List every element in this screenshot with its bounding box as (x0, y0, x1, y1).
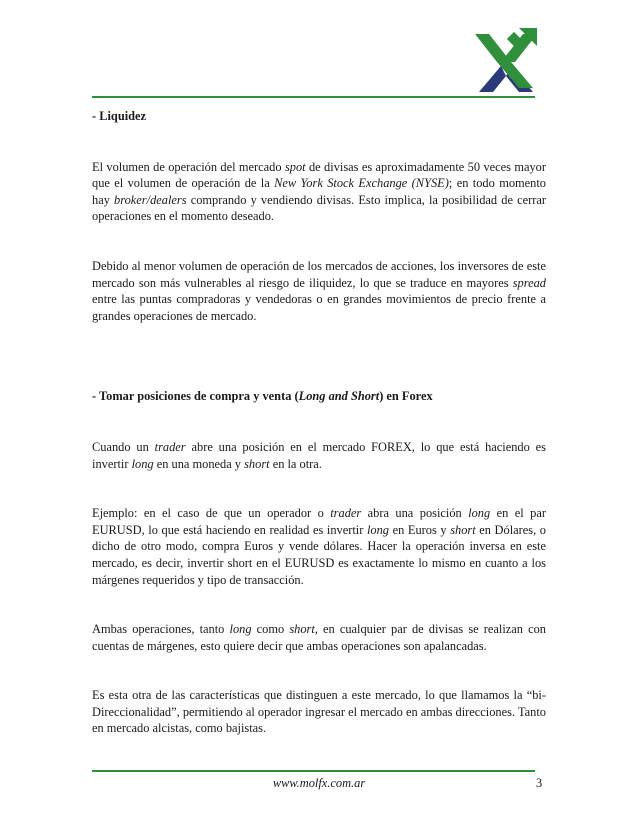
footer-rule (92, 770, 535, 772)
text-run: entre las puntas compradoras y vendedoras o en grandes movimientos de precio frente a grandes operaciones de mercado. (92, 292, 546, 323)
text-run: Cuando un (92, 439, 155, 454)
italic-term: Long and Short (298, 389, 380, 404)
text-run: en una moneda y (153, 456, 245, 471)
italic-term: trader (330, 506, 362, 521)
italic-term: long (229, 622, 252, 637)
italic-term: New York Stock Exchange (NYSE) (274, 176, 449, 191)
text-run: de divisas es aproximadamente 50 veces mayor que el volumen de operación de la (92, 159, 546, 191)
footer-url[interactable]: www.molfx.com.ar (272, 776, 366, 790)
text-run: en cualquier par de divisas se realizan con cuentas de márgenes, esto quiere decir que ambas operaciones son apalancadas. (92, 622, 546, 653)
italic-term: long (131, 456, 154, 471)
heading-liquidez (92, 108, 546, 125)
heading-long-short (92, 388, 546, 405)
text-run: en el par EURUSD, lo que está haciendo en realidad es invertir (92, 506, 546, 537)
text-run: Ambas operaciones, tanto (92, 622, 230, 637)
text-run: - Liquidez (92, 109, 147, 123)
document-body (92, 104, 546, 737)
text-run: en la otra. (269, 456, 322, 471)
italic-term: spot (284, 159, 306, 174)
italic-term: trader (154, 439, 186, 454)
paragraph-cuando-trader (92, 439, 546, 472)
italic-term: short (244, 456, 270, 471)
paragraph-iliquidez (92, 258, 546, 324)
text-run: abra una posición (361, 506, 469, 521)
italic-term: spread (512, 275, 546, 290)
paragraph-ambas-operaciones (92, 621, 546, 654)
text-run: ) en Forex (379, 389, 433, 404)
header-rule (92, 96, 535, 98)
text-run: Debido al menor volumen de operación de los mercados de acciones, los inversores de este mercado son más vulnerables al riesgo de iliquidez, lo que se traduce en mayores (92, 258, 546, 290)
paragraph-bidireccionalidad (92, 687, 546, 737)
paragraph-volumen (92, 159, 546, 225)
italic-term: broker/dealers (114, 192, 187, 207)
text-run: Ejemplo: en el caso de que un operador o (92, 506, 331, 521)
text-run: Es esta otra de las características que distinguen a este mercado, lo que llamamos la “bi-Direccionalidad”, permitiendo al operador ingresar el mercado en ambas direcciones. Tanto en mercado alcistas, como bajistas. (92, 688, 546, 736)
italic-term: long (468, 506, 491, 521)
molfx-logo-icon (475, 28, 537, 92)
italic-term: short, (289, 622, 318, 637)
paragraph-ejemplo (92, 505, 546, 588)
text-run: como (251, 622, 290, 637)
page-number: 3 (536, 776, 543, 790)
text-run: en Dólares, o dicho de otro modo, compra Euros y vende dólares. Hacer la operación inversa en este mercado, es decir, invertir short en el EURUSD es exactamente lo mismo en cuanto a los márgenes requeridos y tipo de transacción. (92, 522, 546, 587)
italic-term: long (366, 522, 389, 537)
text-run: El volumen de operación del mercado (92, 159, 285, 174)
text-run: ; en todo momento hay (92, 176, 547, 207)
text-run: en Euros y (388, 522, 451, 537)
italic-term: short (450, 522, 476, 537)
text-run: comprando y vendiendo divisas. Esto implica, la posibilidad de cerrar operaciones en el momento deseado. (92, 192, 546, 224)
text-run: abre una posición en el mercado FOREX, lo que está haciendo es invertir (92, 439, 546, 471)
text-run: - Tomar posiciones de compra y venta ( (92, 389, 299, 404)
